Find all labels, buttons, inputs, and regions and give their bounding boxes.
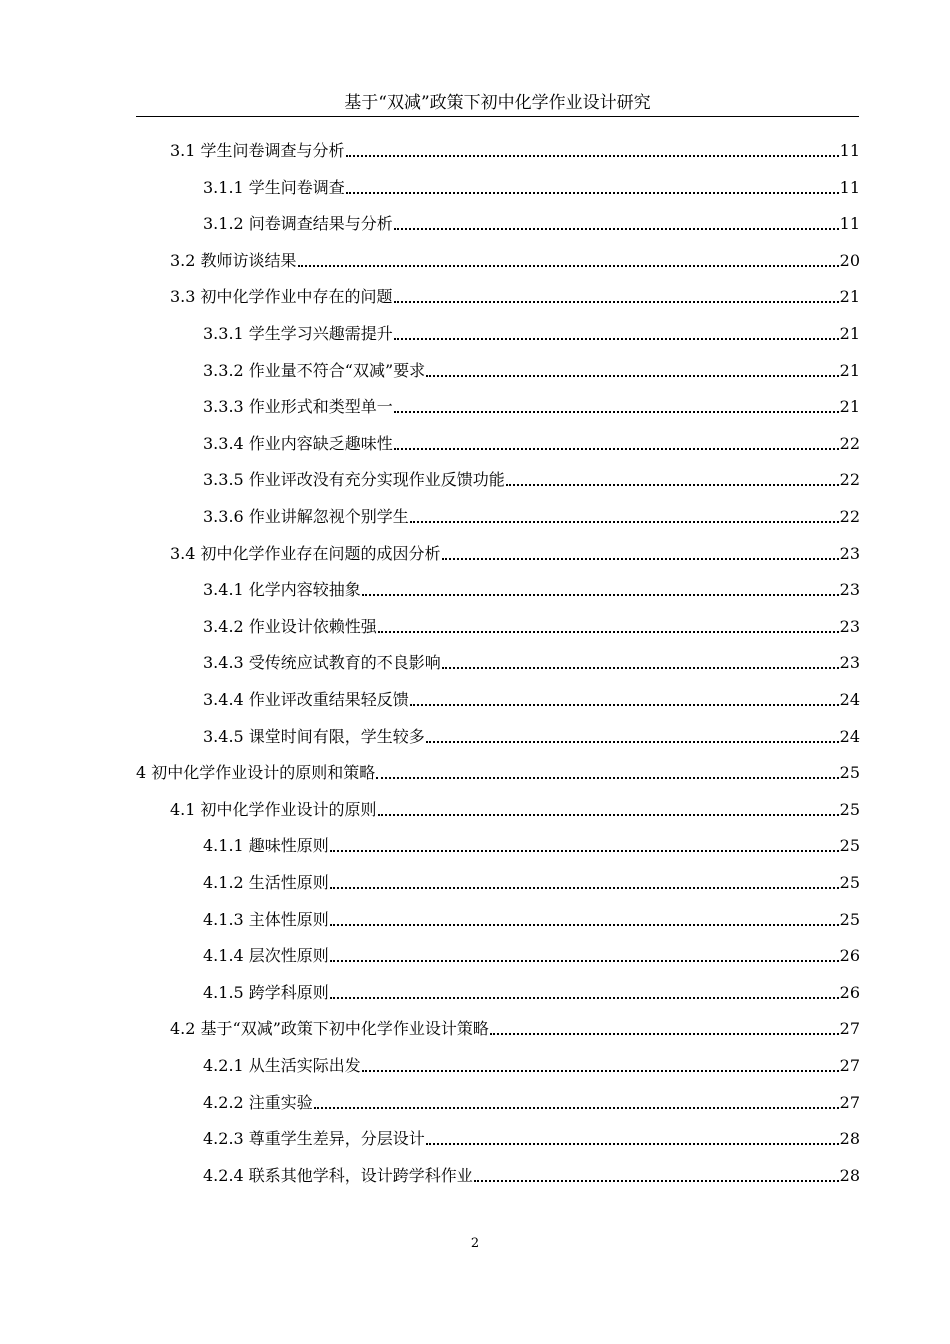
- toc-entry-title: 4.2.4 联系其他学科，设计跨学科作业: [203, 1166, 473, 1185]
- page-number: 2: [470, 1236, 480, 1251]
- toc-entry-title: 3.1.2 问卷调查结果与分析: [203, 214, 393, 233]
- toc-entry-title: 3.3.5 作业评改没有充分实现作业反馈功能: [203, 470, 505, 489]
- toc-entry-page: 25: [839, 910, 860, 929]
- toc-entry-page: 21: [839, 287, 860, 306]
- toc-dot-leader: [298, 265, 839, 267]
- toc-entry-title: 3.4.5 课堂时间有限，学生较多: [203, 727, 425, 746]
- toc-entry[interactable]: [0, 980, 860, 1004]
- toc-entry[interactable]: [0, 577, 860, 601]
- toc-entry[interactable]: [0, 541, 860, 565]
- toc-entry[interactable]: [0, 284, 860, 308]
- toc-dot-leader: [378, 814, 839, 816]
- toc-dot-leader: [376, 777, 838, 779]
- toc-entry[interactable]: [0, 687, 860, 711]
- toc-entry-page: 26: [839, 983, 860, 1002]
- toc-entry[interactable]: [0, 760, 860, 784]
- toc-entry-title: 3.1 学生问卷调查与分析: [170, 141, 345, 160]
- toc-entry[interactable]: [0, 797, 860, 821]
- toc-dot-leader: [346, 155, 839, 157]
- toc-entry[interactable]: [0, 943, 860, 967]
- toc-entry-title: 4.1.5 跨学科原则: [203, 983, 329, 1002]
- toc-entry[interactable]: [0, 1163, 860, 1187]
- toc-entry[interactable]: [0, 907, 860, 931]
- toc-dot-leader: [346, 192, 839, 194]
- toc-entry-title: 3.3.4 作业内容缺乏趣味性: [203, 434, 393, 453]
- toc-entry-title: 3.3.6 作业讲解忽视个别学生: [203, 507, 409, 526]
- toc-entry[interactable]: [0, 614, 860, 638]
- toc-dot-leader: [506, 484, 839, 486]
- toc-entry[interactable]: [0, 870, 860, 894]
- toc-dot-leader: [426, 1143, 839, 1145]
- toc-entry-title: 4.2.1 从生活实际出发: [203, 1056, 361, 1075]
- toc-entry-page: 23: [839, 617, 860, 636]
- toc-entry-page: 22: [839, 507, 860, 526]
- toc-entry-title: 4.1 初中化学作业设计的原则: [170, 800, 377, 819]
- toc-dot-leader: [330, 850, 839, 852]
- toc-entry-title: 4.2.2 注重实验: [203, 1093, 313, 1112]
- toc-dot-leader: [410, 521, 839, 523]
- toc-dot-leader: [330, 887, 839, 889]
- toc-entry-page: 11: [839, 214, 860, 233]
- toc-entry-title: 4.1.2 生活性原则: [203, 873, 329, 892]
- toc-entry-page: 20: [839, 251, 860, 270]
- toc-entry-page: 23: [839, 544, 860, 563]
- toc-entry-title: 3.4.4 作业评改重结果轻反馈: [203, 690, 409, 709]
- toc-entry-page: 23: [839, 580, 860, 599]
- toc-entry-page: 11: [839, 178, 860, 197]
- toc-entry-page: 28: [839, 1129, 860, 1148]
- toc-entry[interactable]: [0, 138, 860, 162]
- toc-entry-page: 27: [839, 1056, 860, 1075]
- toc-entry[interactable]: [0, 431, 860, 455]
- toc-dot-leader: [394, 228, 839, 230]
- toc-entry-page: 24: [839, 727, 860, 746]
- toc-entry-title: 4.2 基于“双减”政策下初中化学作业设计策略: [170, 1019, 489, 1038]
- toc-entry[interactable]: [0, 724, 860, 748]
- toc-entry[interactable]: [0, 650, 860, 674]
- toc-entry-page: 25: [839, 763, 860, 782]
- toc-dot-leader: [330, 924, 839, 926]
- toc-entry-page: 28: [839, 1166, 860, 1185]
- toc-dot-leader: [362, 1070, 839, 1072]
- toc-entry-page: 22: [839, 434, 860, 453]
- toc-entry-title: 3.3.2 作业量不符合“双减”要求: [203, 361, 426, 380]
- toc-entry-title: 4.2.3 尊重学生差异，分层设计: [203, 1129, 425, 1148]
- toc-entry-title: 4 初中化学作业设计的原则和策略: [136, 763, 376, 782]
- toc-entry-page: 24: [839, 690, 860, 709]
- toc-dot-leader: [330, 960, 839, 962]
- toc-entry[interactable]: [0, 1053, 860, 1077]
- toc-dot-leader: [410, 704, 839, 706]
- toc-entry[interactable]: [0, 175, 860, 199]
- toc-entry-title: 3.4 初中化学作业存在问题的成因分析: [170, 544, 441, 563]
- toc-entry-page: 26: [839, 946, 860, 965]
- toc-entry[interactable]: [0, 1090, 860, 1114]
- toc-entry[interactable]: [0, 504, 860, 528]
- toc-entry-page: 23: [839, 653, 860, 672]
- toc-dot-leader: [490, 1033, 839, 1035]
- toc-entry-title: 3.2 教师访谈结果: [170, 251, 297, 270]
- toc-entry[interactable]: [0, 1126, 860, 1150]
- toc-dot-leader: [394, 338, 839, 340]
- toc-entry[interactable]: [0, 211, 860, 235]
- toc-entry[interactable]: [0, 321, 860, 345]
- toc-dot-leader: [330, 997, 839, 999]
- toc-dot-leader: [394, 301, 839, 303]
- toc-entry-page: 22: [839, 470, 860, 489]
- toc-entry-title: 3.4.1 化学内容较抽象: [203, 580, 361, 599]
- toc-entry[interactable]: [0, 833, 860, 857]
- toc-entry-page: 25: [839, 800, 860, 819]
- toc-entry-title: 4.1.3 主体性原则: [203, 910, 329, 929]
- toc-entry-title: 3.4.3 受传统应试教育的不良影响: [203, 653, 441, 672]
- toc-entry-page: 25: [839, 873, 860, 892]
- toc-entry[interactable]: [0, 248, 860, 272]
- toc-entry[interactable]: [0, 1016, 860, 1040]
- toc-entry-page: 21: [839, 361, 860, 380]
- toc-entry-title: 4.1.4 层次性原则: [203, 946, 329, 965]
- toc-entry-page: 11: [839, 141, 860, 160]
- toc-entry-title: 3.1.1 学生问卷调查: [203, 178, 345, 197]
- toc-entry[interactable]: [0, 358, 860, 382]
- toc-entry-page: 27: [839, 1093, 860, 1112]
- toc-entry[interactable]: [0, 394, 860, 418]
- toc-dot-leader: [442, 667, 839, 669]
- toc-entry-page: 21: [839, 397, 860, 416]
- toc-entry-title: 3.3.3 作业形式和类型单一: [203, 397, 393, 416]
- toc-entry-page: 21: [839, 324, 860, 343]
- toc-dot-leader: [426, 741, 839, 743]
- toc-entry-title: 3.3 初中化学作业中存在的问题: [170, 287, 393, 306]
- toc-entry[interactable]: [0, 467, 860, 491]
- toc-dot-leader: [474, 1180, 839, 1182]
- toc-dot-leader: [442, 558, 839, 560]
- toc-dot-leader: [378, 631, 839, 633]
- toc-dot-leader: [314, 1107, 839, 1109]
- running-header: 基于“双减”政策下初中化学作业设计研究: [136, 90, 859, 117]
- toc-dot-leader: [362, 594, 839, 596]
- toc-dot-leader: [394, 411, 839, 413]
- toc-dot-leader: [426, 375, 838, 377]
- toc-entry-page: 25: [839, 836, 860, 855]
- toc-entry-title: 4.1.1 趣味性原则: [203, 836, 329, 855]
- toc-entry-page: 27: [839, 1019, 860, 1038]
- toc-entry-title: 3.3.1 学生学习兴趣需提升: [203, 324, 393, 343]
- toc-dot-leader: [394, 448, 839, 450]
- toc-entry-title: 3.4.2 作业设计依赖性强: [203, 617, 377, 636]
